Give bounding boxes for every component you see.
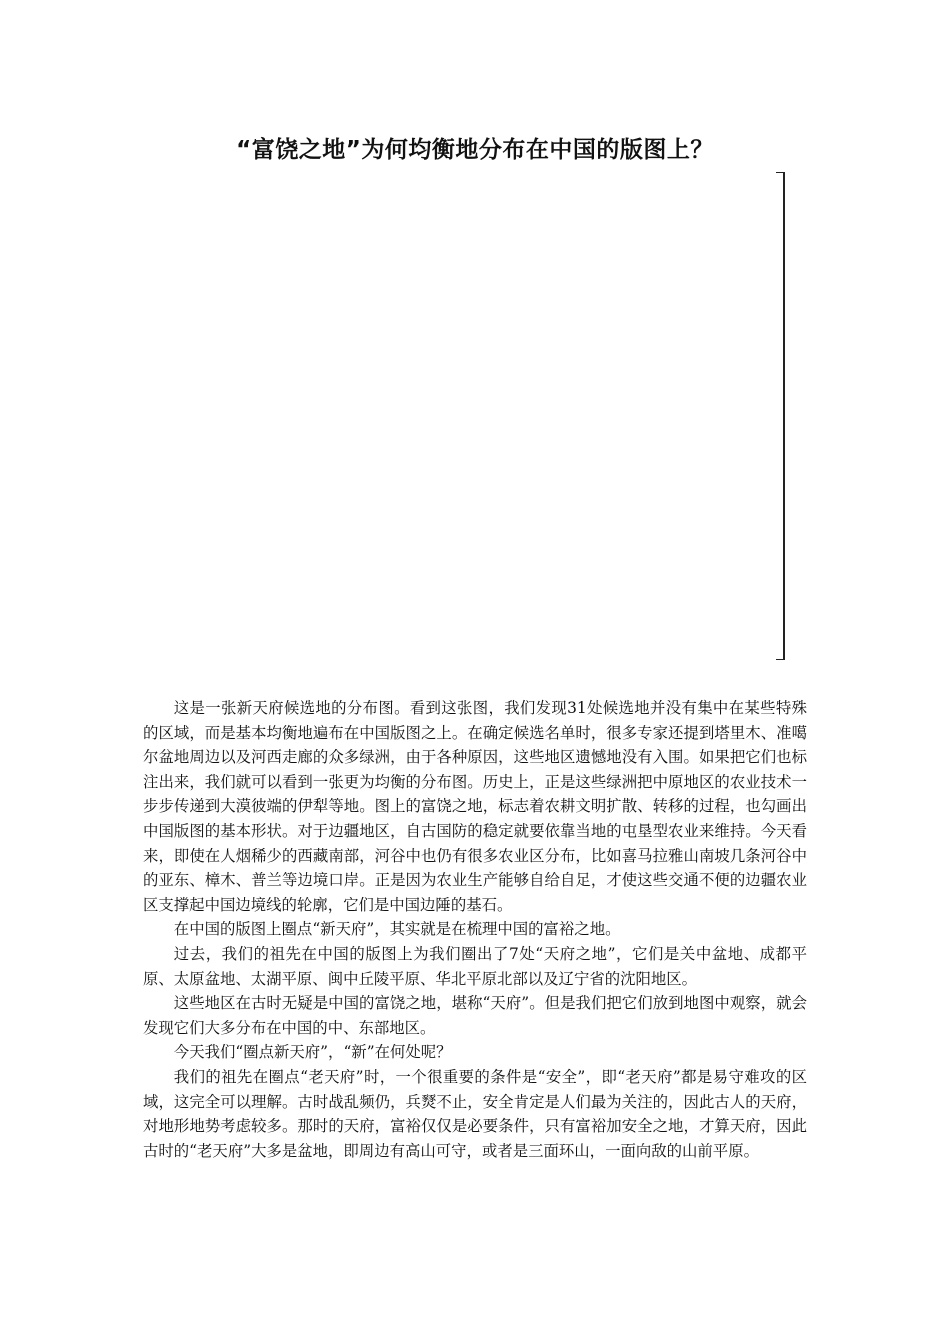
article-body — [143, 696, 807, 1163]
paragraph: 今天我们“圈点新天府”，“新”在何处呢？ — [173, 1043, 452, 1062]
page-title: “富饶之地”为何均衡地分布在中国的版图上？ — [236, 137, 714, 163]
paragraph: 这些地区在古时无疑是中国的富饶之地，堪称“天府”。但是我们把它们放到地图中观察，就会发现它们大多分布在中国的中、东部地区。 — [143, 994, 807, 1037]
figure-placeholder — [145, 172, 785, 660]
paragraph: 这是一张新天府候选地的分布图。看到这张图，我们发现31处候选地并没有集中在某些特殊的区域，而是基本均衡地遍布在中国版图之上。在确定候选名单时，很多专家还提到塔里木、准噶尔盆地周边以及河西走廊的众多绿洲，由于各种原因，这些地区遗憾地没有入围。如果把它们也标注出来，我们就可以看到一张更为均衡的分布图。历史上，正是这些绿洲把中原地区的农业技术一步步传递到大漠彼端的伊犁等地。图上的富饶之地，标志着农耕文明扩散、转移的过程，也勾画出中国版图的基本形状。对于边疆地区，自古国防的稳定就要依靠当地的屯垦型农业来维持。今天看来，即使在人烟稀少的西藏南部，河谷中也仍有很多农业区分布，比如喜马拉雅山南坡几条河谷中的亚东、樟木、普兰等边境口岸。正是因为农业生产能够自给自足，才使这些交通不便的边疆农业区支撑起中国边境线的轮廓，它们是中国边陲的基石。 — [143, 699, 807, 914]
paragraph: 我们的祖先在圈点“老天府”时，一个很重要的条件是“安全”，即“老天府”都是易守难攻的区域，这完全可以理解。古时战乱频仍，兵燹不止，安全肯定是人们最为关注的，因此古人的天府，对地形地势考虑较多。那时的天府，富裕仅仅是必要条件，只有富裕加安全之地，才算天府，因此古时的“老天府”大多是盆地，即周边有高山可守，或者是三面环山，一面向敌的山前平原。 — [143, 1067, 807, 1160]
paragraph: 在中国的版图上圈点“新天府”，其实就是在梳理中国的富裕之地。 — [173, 920, 621, 939]
paragraph: 过去，我们的祖先在中国的版图上为我们圈出了7处“天府之地”，它们是关中盆地、成都平原、太原盆地、太湖平原、闽中丘陵平原、华北平原北部以及辽宁省的沈阳地区。 — [143, 944, 807, 988]
figure-frame-bracket — [776, 172, 785, 660]
